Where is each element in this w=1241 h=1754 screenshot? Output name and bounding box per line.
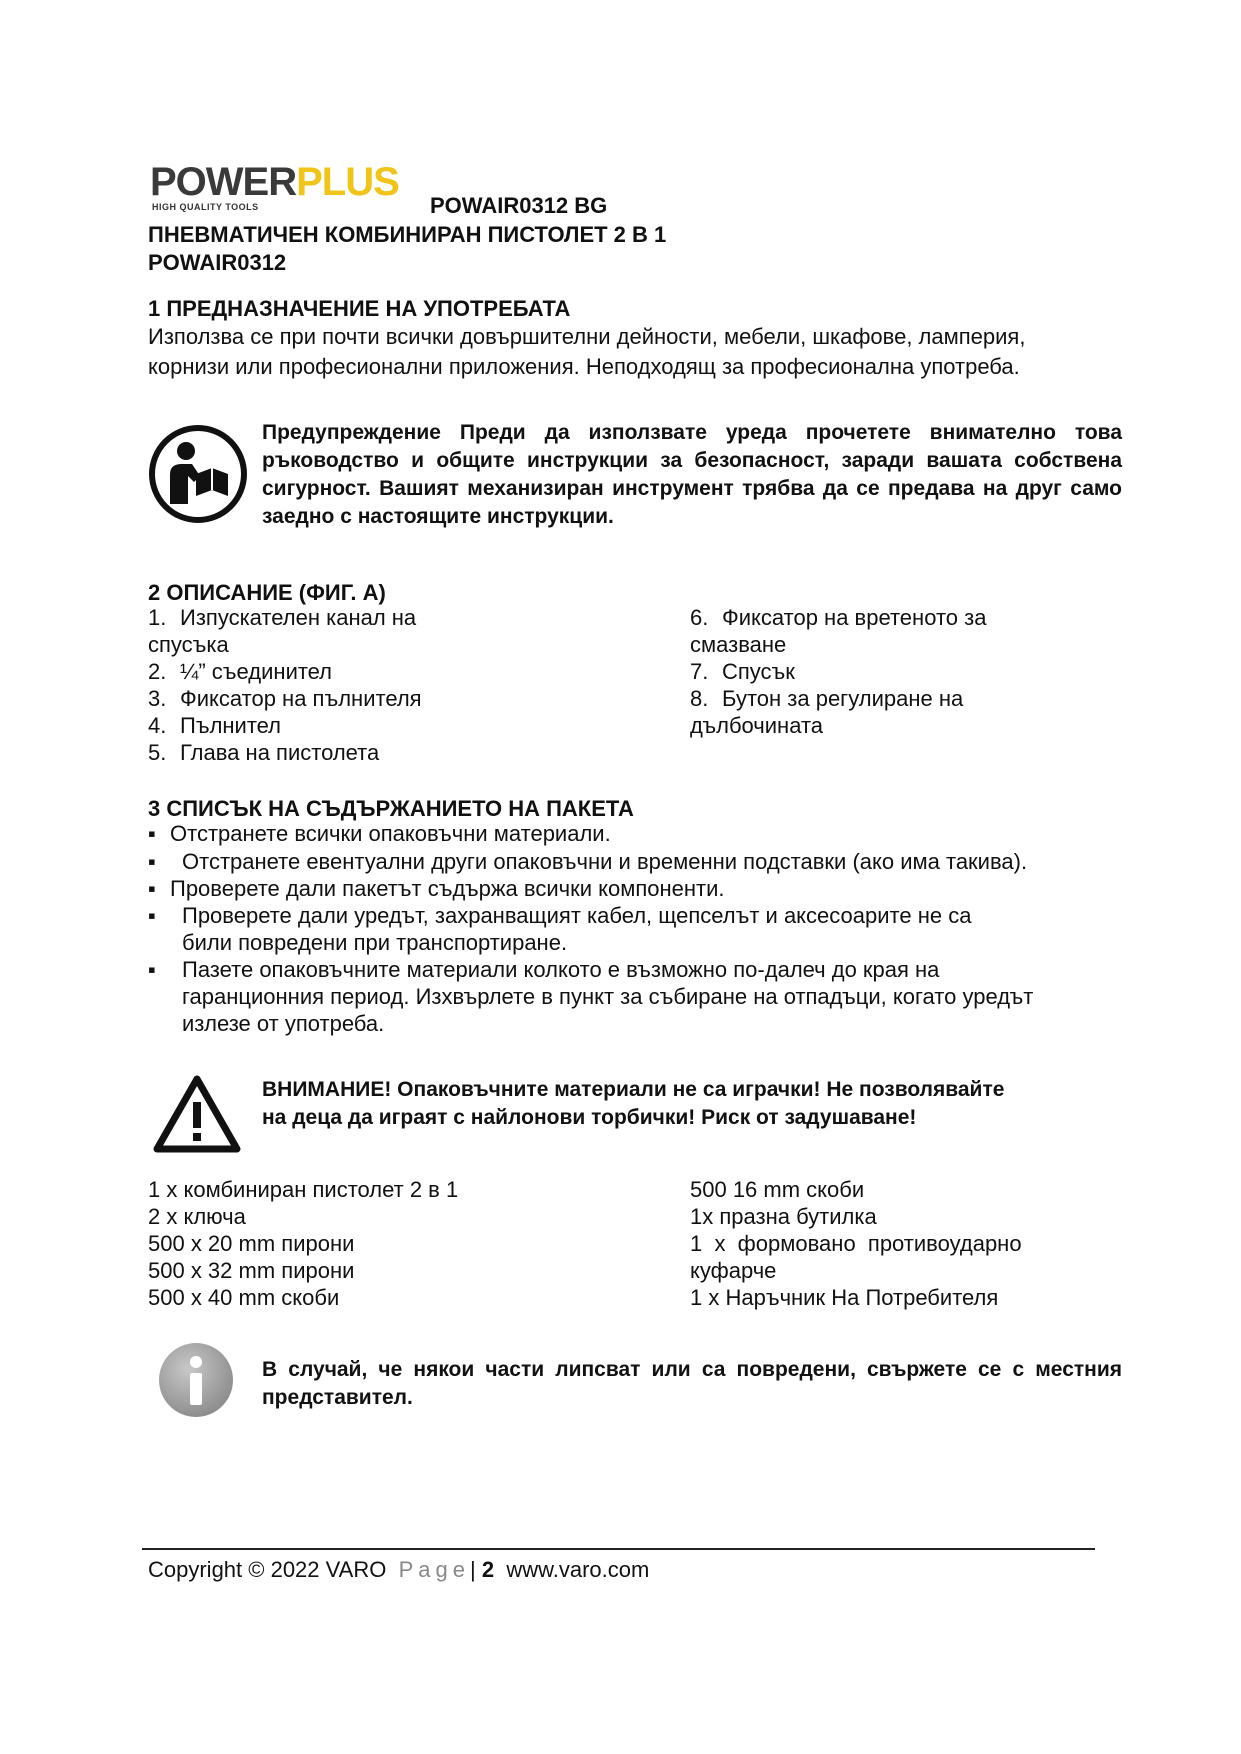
page-label: Page [398, 1557, 470, 1582]
logo-tagline: HIGH QUALITY TOOLS [152, 202, 259, 212]
list-item: 500 x 40 mm скоби [148, 1285, 340, 1310]
bullet-icon: ▪ [148, 849, 156, 874]
copyright-text: Copyright © 2022 VARO [148, 1557, 387, 1582]
read-manual-icon [148, 424, 248, 524]
footer-divider [142, 1548, 1095, 1550]
list-item: куфарче [690, 1258, 777, 1283]
list-item-continuation: смазване [690, 632, 787, 657]
manual-warning-text: Предупреждение Преди да използвате уреда прочетете внимателно това ръководство и общите инструкции за безопасност, заради вашата собствена сигурност. Вашият механизиран инструмент трябва да се предава на друг само заедно с настоящите инструкции. [262, 421, 1122, 528]
logo-plus-text: PLUS [296, 160, 399, 204]
bullet-icon: ▪ [148, 821, 156, 846]
list-item: 500 x 20 mm пирони [148, 1231, 355, 1256]
package-list-right [690, 1176, 1110, 1311]
caution-text: ВНИМАНИЕ! Опаковъчните материали не са играчки! Не позволявайте на деца да играят с найлонови торбички! Риск от задушаване! [262, 1078, 1005, 1129]
page-number: 2 [481, 1557, 495, 1582]
description-list-left [148, 604, 628, 766]
bullet-item: ▪ Отстранете евентуални други опаковъчни и временни подставки (ако има такива). [148, 849, 1028, 874]
bullet-icon: ▪ [148, 876, 156, 901]
bullet-item: ▪ Пазете опаковъчните материали колкото е възможно по-далеч до края на гаранционния период. Изхвърлете в пункт за събиране на отпадъци, когато уредът излезе от употреба. [148, 957, 1034, 1036]
list-item: 5. Глава на пистолета [148, 740, 380, 765]
bullet-item: ▪ Проверете дали пакетът съдържа всички компоненти. [148, 876, 725, 901]
description-list-right [690, 604, 1130, 739]
bullet-icon: ▪ [148, 903, 156, 928]
page-footer [148, 1556, 649, 1584]
powerplus-logo [150, 160, 420, 220]
list-item: 1x празна бутилка [690, 1204, 877, 1229]
list-item: 2 x ключа [148, 1204, 246, 1229]
logo-power-text: POWER [150, 160, 297, 204]
list-item: 500 x 32 mm пирони [148, 1258, 355, 1283]
list-item-continuation: спусъка [148, 632, 229, 657]
page-separator: | [469, 1557, 476, 1582]
model-code-header: POWAIR0312 BG [430, 193, 608, 218]
list-item: 7. Спусък [690, 659, 795, 684]
bullet-item: ▪ Отстранете всички опаковъчни материали. [148, 821, 611, 846]
section2-heading: 2 ОПИСАНИЕ (ФИГ. А) [148, 580, 386, 605]
section3-heading: 3 СПИСЪК НА СЪДЪРЖАНИЕТО НА ПАКЕТА [148, 796, 634, 821]
bullet-item: ▪ Проверете дали уредът, захранващият кабел, щепселът и аксесоарите не са били повредени при транспортиране. [148, 903, 972, 955]
list-item: 2. ¼” съединител [148, 659, 333, 684]
section1-text: Използва се при почти всички довършителни дейности, мебели, шкафове, ламперия, корнизи или професионални приложения. Неподходящ за професионална употреба. [148, 324, 1026, 379]
warning-triangle-icon [152, 1074, 242, 1154]
list-item: 1 x комбиниран пистолет 2 в 1 [148, 1177, 459, 1202]
section1-heading: 1 ПРЕДНАЗНАЧЕНИЕ НА УПОТРЕБАТА [148, 296, 571, 321]
list-item: 1 x формовано противоударно [690, 1231, 1022, 1256]
info-text: В случай, че някои части липсват или са повредени, свържете се с местния представител. [262, 1358, 1122, 1409]
list-item: 500 16 mm скоби [690, 1177, 865, 1202]
package-list-left [148, 1176, 628, 1311]
document-title: ПНЕВМАТИЧЕН КОМБИНИРАН ПИСТОЛЕТ 2 В 1 [148, 222, 667, 247]
list-item: 6. Фиксатор на вретеното за [690, 605, 987, 630]
list-item: 1 x Наръчник На Потребителя [690, 1285, 999, 1310]
list-item: 3. Фиксатор на пълнителя [148, 686, 422, 711]
list-item-continuation: дълбочината [690, 713, 824, 738]
list-item: 8. Бутон за регулиране на [690, 686, 964, 711]
website-link[interactable]: www.varo.com [506, 1557, 650, 1582]
list-item: 4. Пълнител [148, 713, 282, 738]
document-model: POWAIR0312 [148, 250, 287, 275]
info-icon [156, 1340, 236, 1420]
list-item: 1. Изпускателен канал на [148, 605, 417, 630]
bullet-icon: ▪ [148, 957, 156, 982]
